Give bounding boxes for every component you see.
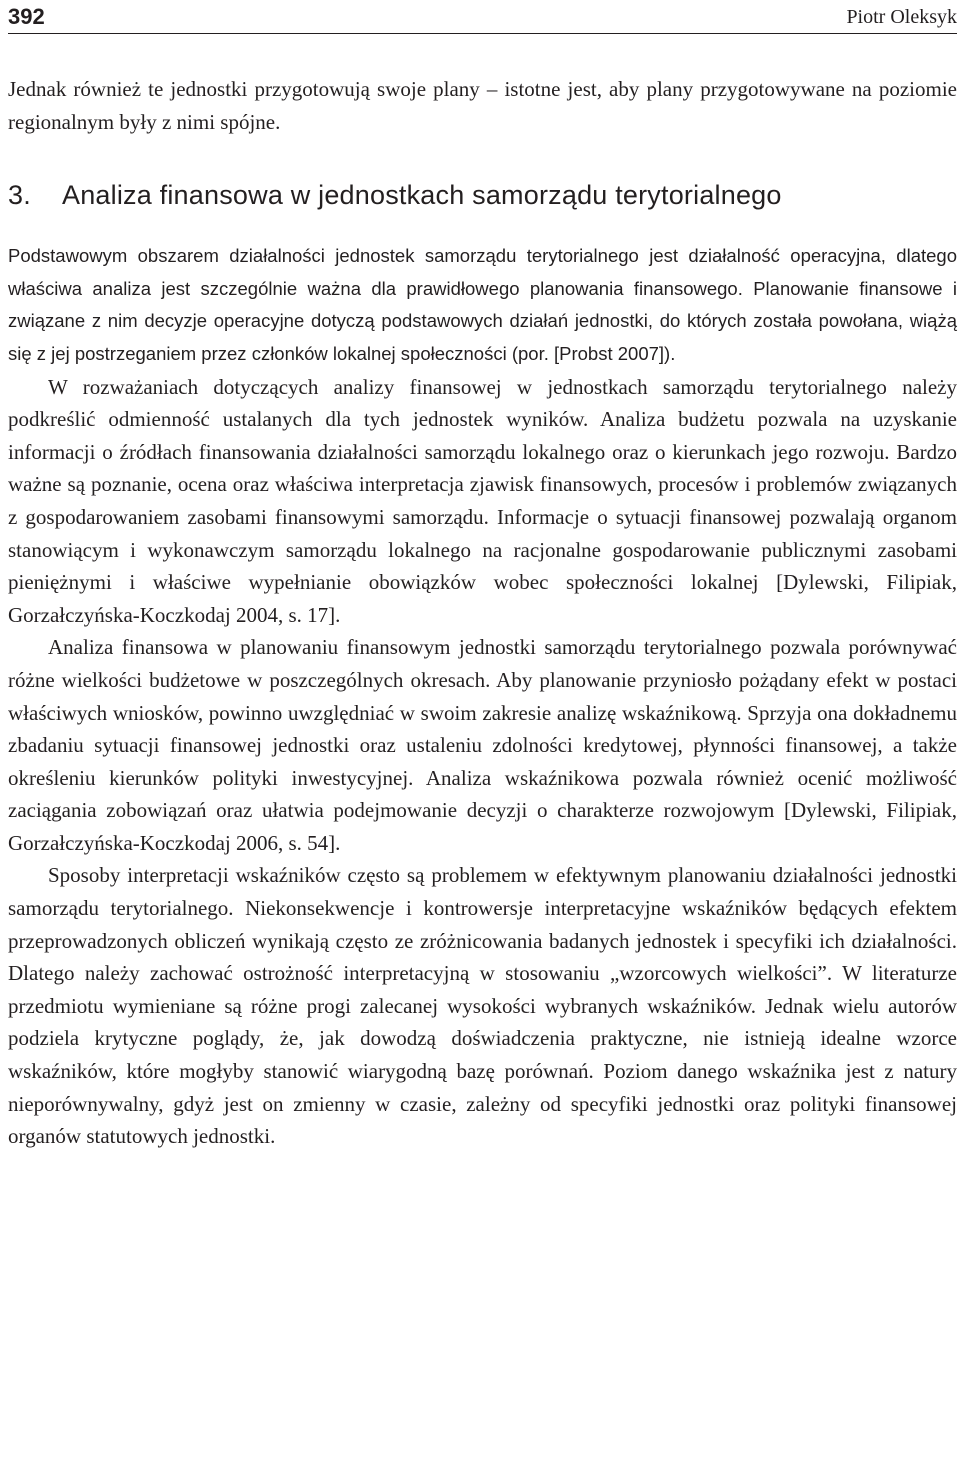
- running-header: [8, 0, 957, 34]
- page-number: 392: [8, 4, 45, 29]
- paragraph-3: Analiza finansowa w planowaniu finansowym jednostki samorządu terytorialnego pozwala porównywać różne wielkości budżetowe w poszczególnych okresach. Aby planowanie przyniosło pożądany efekt w postaci właściwych wniosków, powinno uwzględniać w swoim zakresie analizę wskaźnikową. Sprzyja ona dokładnemu zbadaniu sytuacji finansowej jednostki oraz ustaleniu zdolności kredytowej, płynności finansowej, a także określeniu kierunków polityki inwestycyjnej. Analiza wskaźnikowa pozwala również ocenić możliwość zaciągania zobowiązań oraz ułatwia podejmowanie decyzji o charakterze rozwojowym [Dylewski, Filipiak, Gorzałczyńska-Koczkodaj 2006, s. 54].: [8, 635, 957, 855]
- section-title: Analiza finansowa w jednostkach samorządu terytorialnego: [62, 180, 782, 211]
- intro-paragraph: Jednak również te jednostki przygotowują swoje plany – istotne jest, aby plany przygotowywane na poziomie regionalnym były z nimi spójne.: [8, 77, 957, 134]
- paragraph-lead: Podstawowym obszarem działalności jednostek samorządu terytorialnego jest działalność operacyjna, dlatego właściwa analiza jest szczególnie ważna dla prawidłowego planowania finansowego. Planowanie finansowe i związane z nim decyzje operacyjne dotyczą podstawowych działań jednostki, do których została powołana, wiążą się z jej postrzeganiem przez członków lokalnej społeczności (por. [Probst 2007]).: [8, 245, 957, 364]
- section-heading: [8, 178, 957, 212]
- paragraph-2: W rozważaniach dotyczących analizy finansowej w jednostkach samorządu terytorialnego należy podkreślić odmienność ustalanych dla tych jednostek wyników. Analiza budżetu pozwala na uzyskanie informacji o źródłach finansowania działalności samorządu lokalnego oraz o kierunkach jego rozwoju. Bardzo ważne są poznanie, ocena oraz właściwa interpretacja zjawisk finansowych, procesów i problemów związanych z gospodarowaniem zasobami finansowymi samorządu. Informacje o sytuacji finansowej pozwalają organom stanowiącym i wykonawczym samorządu lokalnego na racjonalne gospodarowanie publicznymi zasobami pieniężnymi i właściwe wypełnianie obowiązków wobec społeczności lokalnej [Dylewski, Filipiak, Gorzałczyńska-Koczkodaj 2004, s. 17].: [8, 374, 957, 627]
- paragraph-4: Sposoby interpretacji wskaźników często są problemem w efektywnym planowaniu działalności jednostki samorządu terytorialnego. Niekonsekwencje i kontrowersje interpretacyjne wskaźników będących efektem przeprowadzonych obliczeń wynikają często ze zróżnicowania badanych jednostek i specyfiki ich działalności. Dlatego należy zachować ostrożność interpretacyjną w stosowaniu „wzorcowych wielkości”. W literaturze przedmiotu wymieniane są różne progi zalecanej wysokości wybranych wskaźników. Jednak wielu autorów podziela krytyczne poglądy, że, jak dowodzą doświadczenia praktyczne, nie istnieją idealne wzorce wskaźników, które mogłyby stanowić wiarygodną bazę porównań. Poziom danego wskaźnika jest z natury nieporównywalny, gdyż jest on zmienny w czasie, zależny od specyfiki jednostki oraz polityki finansowej organów statutowych jednostki.: [8, 863, 957, 1149]
- section-number: 3.: [8, 180, 31, 211]
- author-name: Piotr Oleksyk: [846, 6, 957, 28]
- document-page: [8, 0, 957, 1153]
